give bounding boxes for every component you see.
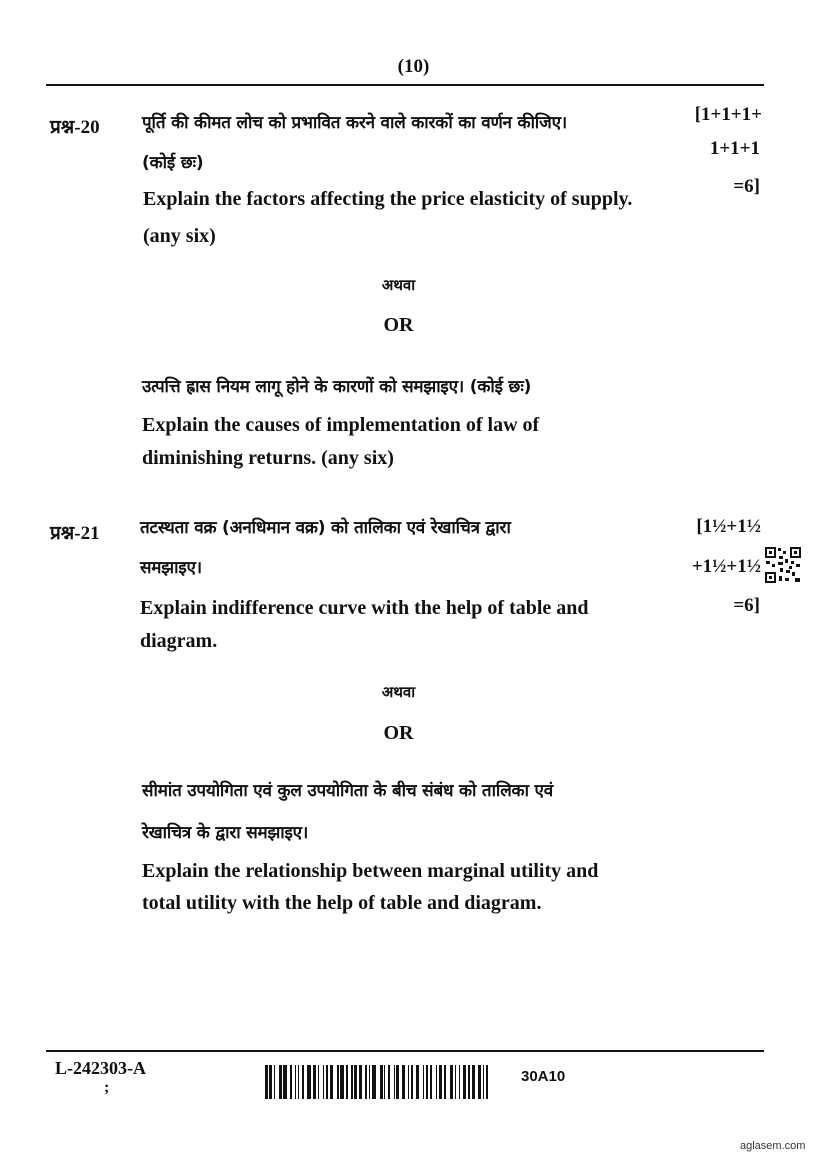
question-20-marks-line-3: =6] [733,176,760,197]
barcode-bar [468,1065,470,1099]
question-20-marks-line-2: 1+1+1 [709,138,760,159]
barcode-bar [302,1065,304,1099]
question-20-or-english: OR [383,314,414,336]
barcode-bar [290,1065,292,1099]
barcode-bar [295,1065,296,1099]
question-21-or-english: OR [383,722,414,744]
question-20-english-line-1: Explain the factors affecting the price elasticity of supply. [143,188,633,210]
barcode-bar [472,1065,474,1099]
barcode-bar [340,1065,344,1099]
page-number: (10) [397,56,430,77]
question-21-alt-english-line-2: total utility with the help of table and diagram. [142,892,542,914]
qr-code-icon [764,546,802,584]
barcode-bar [463,1065,466,1099]
barcode-bar [423,1065,424,1099]
barcode-bar [365,1065,367,1099]
barcode-bar [444,1065,446,1099]
question-21-number: प्रश्न-21 [50,523,100,544]
question-20-or-hindi: अथवा [381,276,416,294]
barcode-bar [346,1065,347,1099]
barcode-bar [394,1065,395,1099]
barcode-bar [369,1065,370,1099]
question-20-hindi-line-1: पूर्ति की कीमत लोच को प्रभावित करने वाले कारकों का वर्णन कीजिए। [142,113,568,133]
barcode-bar [318,1065,319,1099]
question-21-hindi-line-2: समझाइए। [140,558,202,578]
barcode-bar [459,1065,460,1099]
question-21-marks-line-1: [1½+1½ [696,516,761,537]
barcode-bar [283,1065,287,1099]
paper-code: L-242303-A [55,1058,146,1078]
barcode-bar [402,1065,405,1099]
barcode-bar [439,1065,442,1099]
sheet-code: 30A10 [521,1068,566,1085]
barcode-bar [323,1065,324,1099]
question-21-alt-english-line-1: Explain the relationship between marginal utility and [142,860,599,882]
question-20-alt-english-line-1: Explain the causes of implementation of law of [142,414,540,436]
barcode-bar [450,1065,454,1099]
barcode-bar [298,1065,299,1099]
question-21-alt-hindi-line-1: सीमांत उपयोगिता एवं कुल उपयोगिता के बीच संबंध को तालिका एवं [142,781,553,801]
question-21-marks-line-2: +1½+1½ [691,556,761,577]
question-20-alt-english-line-2: diminishing returns. (any six) [142,447,394,469]
barcode-bar [478,1065,481,1099]
question-20-alt-hindi-line-1: उत्पत्ति ह्रास नियम लागू होने के कारणों को समझाइए। (कोई छः) [142,377,532,397]
header-divider [46,84,764,86]
barcode-bar [351,1065,352,1099]
question-20-number: प्रश्न-20 [50,117,100,138]
barcode-bar [483,1065,484,1099]
barcode-bar [436,1065,437,1099]
barcode-bar [411,1065,413,1099]
barcode-bar [337,1065,339,1099]
question-20-hindi-line-2: (कोई छः) [142,153,204,173]
barcode-bar [426,1065,428,1099]
question-21-alt-hindi-line-2: रेखाचित्र के द्वारा समझाइए। [142,823,309,843]
footer-mark: ; [104,1079,110,1096]
barcode-bar [269,1065,271,1099]
barcode-bar [455,1065,456,1099]
barcode-bar [307,1065,311,1099]
barcode-bar [274,1065,275,1099]
barcode-bar [330,1065,333,1099]
barcode-bar [380,1065,383,1099]
barcode-bar [326,1065,328,1099]
barcode-bar [416,1065,420,1099]
question-21-or-hindi: अथवा [381,683,416,701]
watermark-text: aglasem.com [740,1140,806,1152]
question-21-marks-line-3: =6] [733,595,760,616]
barcode-bar [396,1065,399,1099]
barcode-bar [313,1065,316,1099]
question-20-marks-line-1: [1+1+1+ [694,104,762,125]
barcode-bar [486,1065,487,1099]
barcode-bar [430,1065,432,1099]
barcode [265,1065,491,1099]
barcode-bar [279,1065,282,1099]
barcode-bar [265,1065,268,1099]
question-21-english-line-1: Explain indifference curve with the help of table and [140,597,589,619]
barcode-bar [384,1065,385,1099]
question-20-english-line-2: (any six) [143,225,216,247]
barcode-bar [359,1065,361,1099]
question-21-english-line-2: diagram. [140,630,218,652]
barcode-bar [372,1065,376,1099]
barcode-bar [388,1065,390,1099]
question-21-hindi-line-1: तटस्थता वक्र (अनधिमान वक्र) को तालिका एवं रेखाचित्र द्वारा [140,518,511,538]
barcode-bar [408,1065,409,1099]
barcode-bar [354,1065,357,1099]
footer-divider [46,1050,764,1052]
